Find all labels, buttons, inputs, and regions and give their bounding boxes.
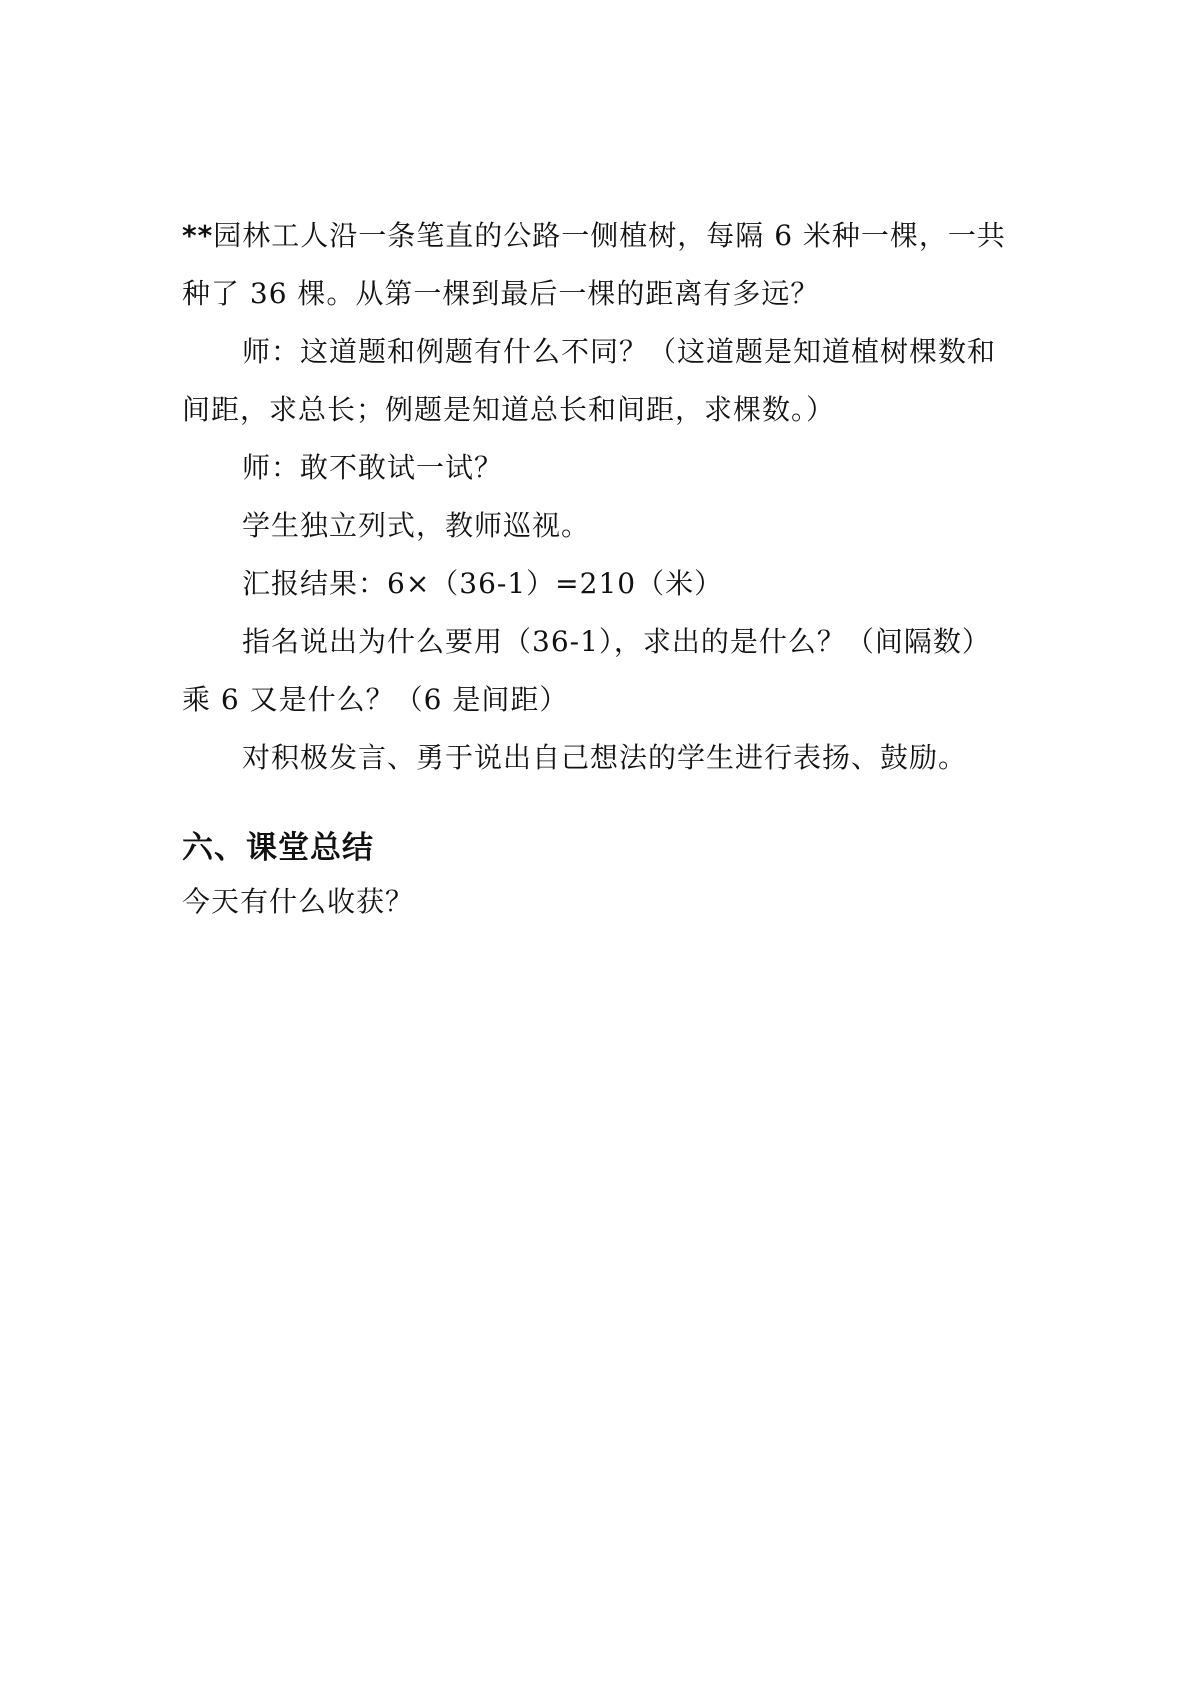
explain-line-2: 乘 6 又是什么？（6 是间距） [182,683,569,716]
explain-line-1: 指名说出为什么要用（36-1），求出的是什么？（间隔数） [242,625,991,658]
students-work: 学生独立列式，教师巡视。 [242,509,591,542]
teacher-question-1-line-1: 师：这道题和例题有什么不同？（这道题是知道植树棵数和 [242,335,997,368]
summary-question: 今天有什么收获？ [182,885,415,918]
report-result: 汇报结果：6×（36-1）=210（米） [242,567,724,600]
problem-line-2: 种了 36 棵。从第一棵到最后一棵的距离有多远？ [182,277,820,310]
problem-line-1 [182,216,1006,256]
section-heading-summary: 六、课堂总结 [182,830,374,866]
teacher-question-1-line-2: 间距，求总长；例题是知道总长和间距，求棵数。） [182,393,836,426]
problem-stars: ** [182,219,214,252]
problem-text-1: 园林工人沿一条笔直的公路一侧植树，每隔 6 米种一棵，一共 [213,219,1006,252]
teacher-question-2: 师：敢不敢试一试？ [242,451,504,484]
praise-line: 对积极发言、勇于说出自己想法的学生进行表扬、鼓励。 [242,741,968,774]
